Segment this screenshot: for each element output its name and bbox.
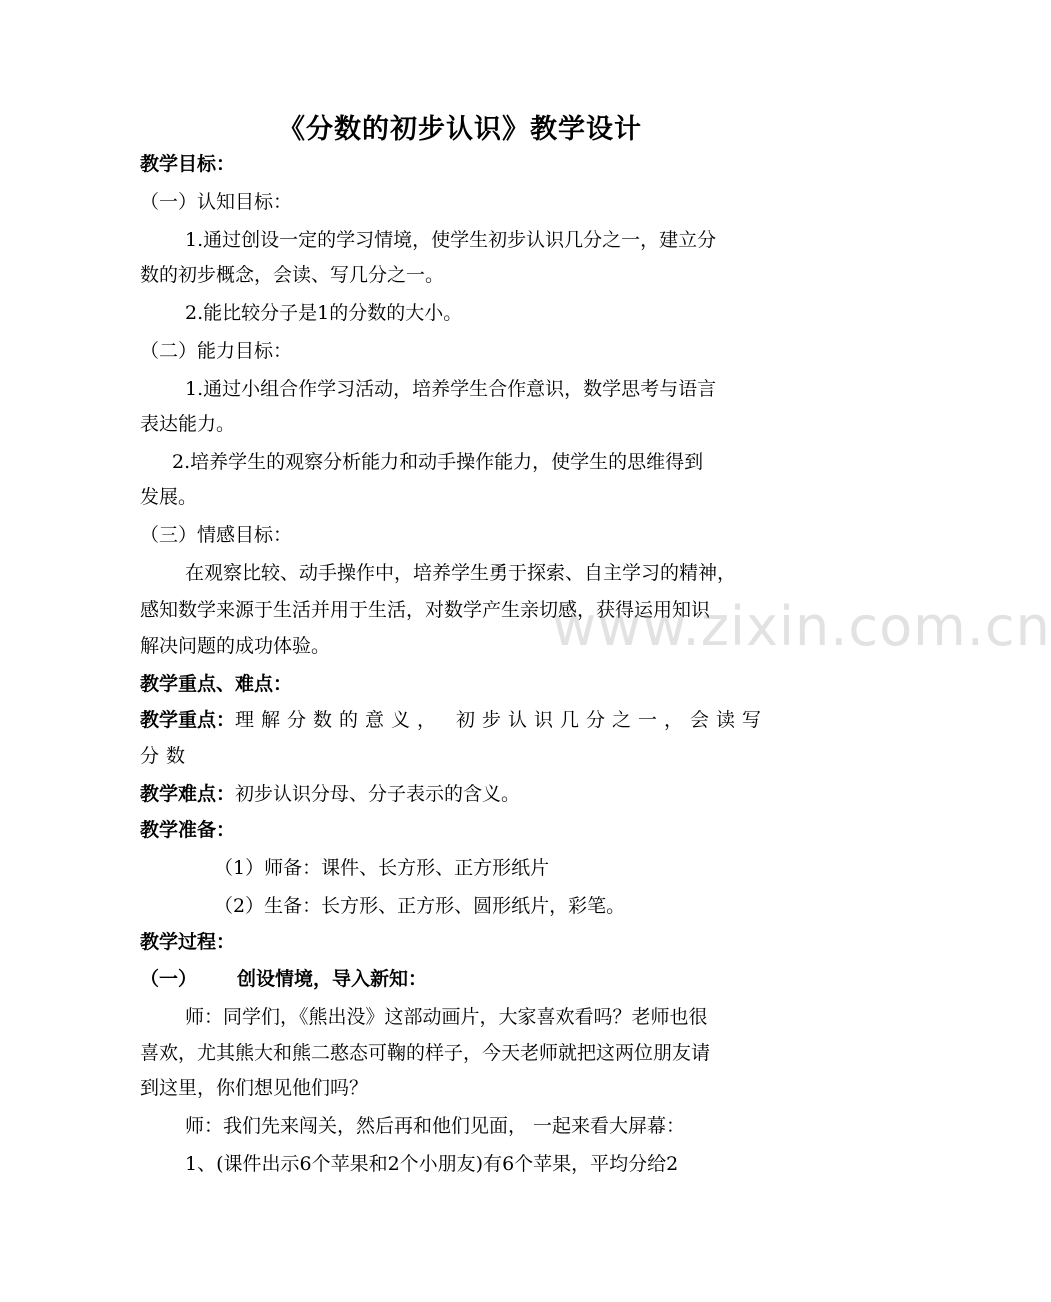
paragraph-line: 在观察比较、动手操作中，培养学生勇于探索、自主学习的精神， [185, 562, 737, 584]
heading-key-points: 教学重点、难点： [140, 673, 293, 695]
difficulty-text: 初步认识分母、分子表示的含义。 [235, 783, 521, 805]
section-heading-one [140, 970, 427, 989]
heading-process: 教学过程： [140, 931, 236, 953]
paragraph-line: 感知数学来源于生活并用于生活，对数学产生亲切感，获得运用知识 [140, 599, 711, 621]
paragraph-line: 2.培养学生的观察分析能力和动手操作能力，使学生的思维得到 [172, 451, 704, 473]
subheading-emotional-goals: （三）情感目标： [140, 524, 293, 546]
section-title: 创设情境，导入新知： [237, 968, 428, 990]
key-point-text: 理解分数的意义， 初步认识几分之一，会读写 [235, 709, 769, 731]
paragraph-line: 解决问题的成功体验。 [140, 635, 331, 657]
prep-student: （2）生备：长方形、正方形、圆形纸片，彩笔。 [214, 895, 626, 917]
paragraph-line: 1.通过创设一定的学习情境，使学生初步认识几分之一，建立分 [185, 229, 717, 251]
prep-teacher: （1）师备：课件、长方形、正方形纸片 [214, 857, 550, 879]
paragraph-line: 表达能力。 [140, 413, 236, 435]
paragraph-line: 到这里，你们想见他们吗？ [140, 1077, 369, 1099]
label-difficulty: 教学难点： [140, 783, 236, 805]
watermark: www.zixin.com.cn [552, 595, 1051, 658]
heading-preparation: 教学准备： [140, 819, 236, 841]
document-title: 《分数的初步认识》教学设计 [278, 114, 642, 145]
heading-teaching-goals: 教学目标： [140, 153, 236, 175]
paragraph-line: 2.能比较分子是1的分数的大小。 [185, 302, 463, 324]
paragraph-line: 发展。 [140, 486, 198, 508]
paragraph-line: 数的初步概念，会读、写几分之一。 [140, 264, 445, 286]
paragraph-line: 1、(课件出示6个苹果和2个小朋友)有6个苹果，平均分给2 [185, 1153, 679, 1175]
subheading-cognitive-goals: （一）认知目标： [140, 191, 293, 213]
paragraph-line: 1.通过小组合作学习活动，培养学生合作意识，数学思考与语言 [185, 378, 717, 400]
difficulty-line [140, 785, 520, 804]
paragraph-line: 师：我们先来闯关，然后再和他们见面， 一起来看大屏幕： [185, 1115, 686, 1137]
section-number: （一） [140, 968, 198, 990]
paragraph-line: 喜欢，尤其熊大和熊二憨态可鞠的样子，今天老师就把这两位朋友请 [140, 1042, 711, 1064]
key-point-line [140, 711, 768, 730]
paragraph-line: 师：同学们，《熊出没》这部动画片，大家喜欢看吗？老师也很 [185, 1006, 708, 1028]
subheading-ability-goals: （二）能力目标： [140, 340, 293, 362]
paragraph-line: 分数 [140, 745, 193, 767]
label-key-point: 教学重点： [140, 709, 236, 731]
